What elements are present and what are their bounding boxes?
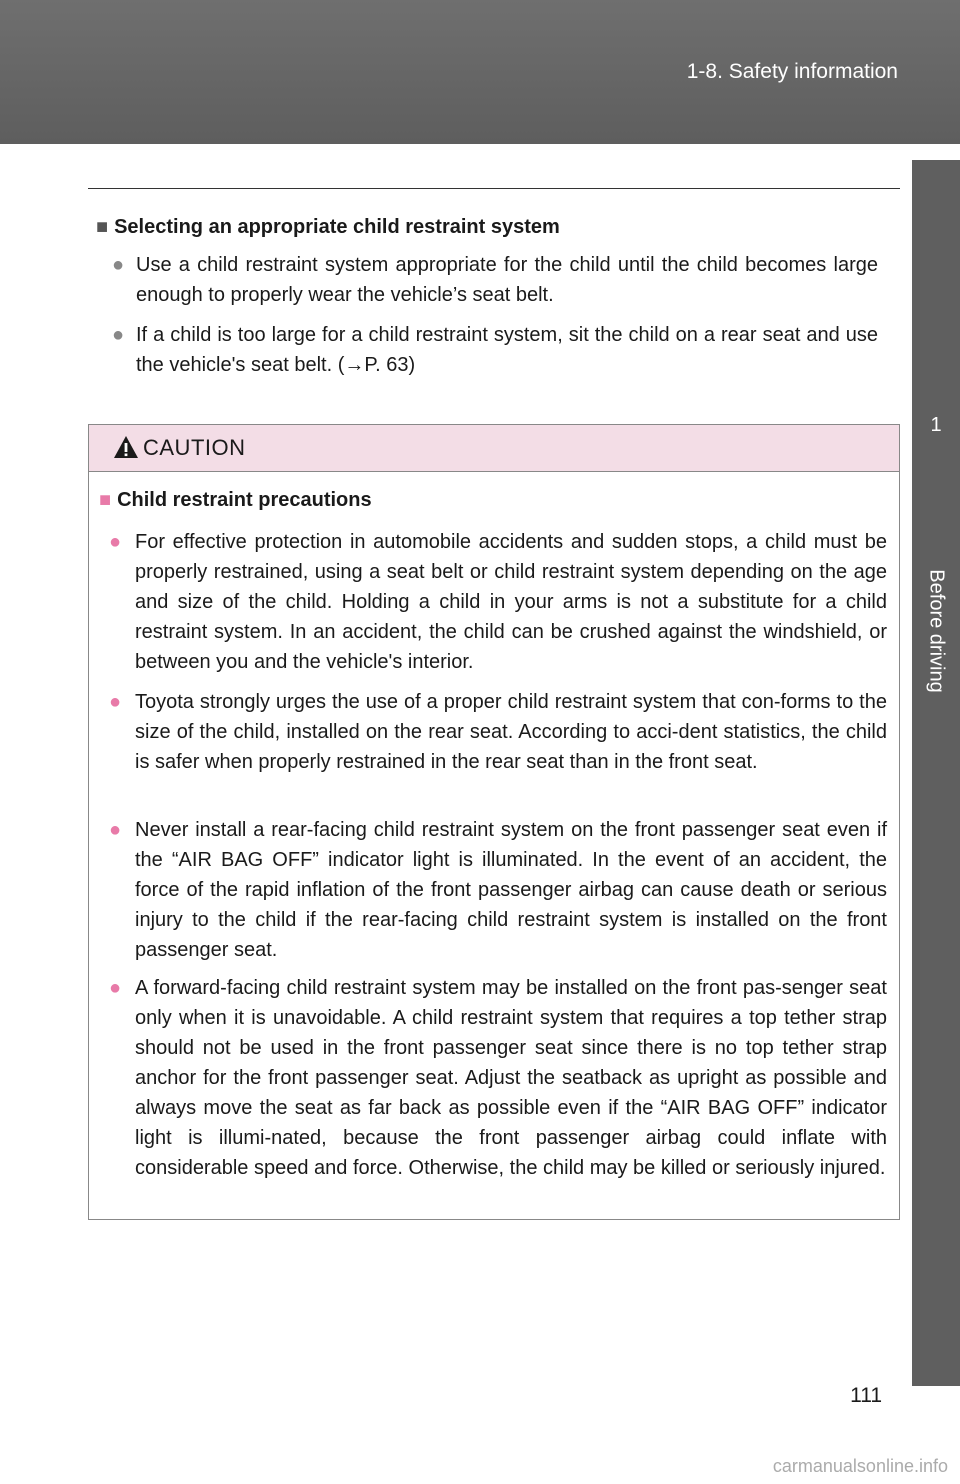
bullet-icon: ● [112, 254, 125, 276]
chapter-number: 1 [930, 414, 942, 436]
section-heading [96, 216, 560, 239]
list-item-text: Use a child restraint system appropriate for the child until the child becomes large enough to properly wear the vehicle’s seat belt. [136, 254, 878, 306]
bullet-icon: ● [109, 691, 122, 713]
header-band [0, 0, 960, 144]
chapter-side-tab [912, 160, 960, 1386]
caution-header [89, 425, 899, 472]
caution-box [88, 424, 900, 1220]
chapter-label-wrap [912, 556, 960, 706]
caution-list-item [109, 815, 887, 965]
section-title: 1-8. Safety information [686, 60, 898, 83]
bullet-icon: ● [112, 324, 125, 346]
caution-heading-text: Child restraint precautions [117, 489, 372, 511]
bullet-icon: ● [109, 977, 122, 999]
list-item-text: If a child is too large for a child restraint system, sit the child on a rear seat and use the vehicle's seat belt. (→P. 63) [136, 324, 878, 376]
caution-item-text: Toyota strongly urges the use of a proper child restraint system that con-forms to the size of the child, installed on the rear seat. According to acci-dent statistics, the child is safer when properly restrained in the rear seat than in the front seat. [135, 691, 887, 773]
caution-item-text: Never install a rear-facing child restraint system on the front passenger seat even if the “AIR BAG OFF” indicator light is illuminated. In the event of an accident, the force of the rapid inflation of the front passenger airbag can cause death or serious injury to the child if the rear-facing child restraint system is installed on the front passenger seat. [135, 819, 887, 961]
warning-triangle-icon [113, 435, 139, 459]
caution-list-item [109, 527, 887, 677]
caution-title: CAUTION [143, 435, 246, 460]
list-item [112, 320, 878, 380]
caution-list-item [109, 973, 887, 1183]
bullet-icon: ● [109, 531, 122, 553]
heading-marker-icon: ■ [99, 489, 112, 511]
heading-marker-icon: ■ [96, 216, 109, 238]
bullet-icon: ● [109, 819, 122, 841]
divider [88, 188, 900, 189]
section-heading-text: Selecting an appropriate child restraint system [114, 216, 560, 238]
caution-heading [99, 489, 372, 512]
watermark: carmanualsonline.info [772, 1456, 948, 1476]
chapter-label: Before driving [925, 569, 948, 693]
caution-item-text: For effective protection in automobile accidents and sudden stops, a child must be properly restrained, using a seat belt or child restraint system depending on the age and size of the child. Holding a child in your arms is not a substitute for a child restraint system. In an accident, the child can be crushed against the windshield, or between you and the vehicle's interior. [135, 531, 887, 673]
page-number: 111 [850, 1384, 882, 1407]
caution-list-item [109, 687, 887, 777]
caution-item-text: A forward-facing child restraint system may be installed on the front pas-senger seat only when it is unavoidable. A child restraint system that requires a top tether strap should not be used in the front passenger seat since there is no top tether strap anchor for the front passenger seat. Adjust the seatback as upright as possible and always move the seat as far back as possible even if the “AIR BAG OFF” indicator light is illumi-nated, because the front passenger airbag could inflate with considerable speed and force. Otherwise, the child may be killed or seriously injured. [135, 977, 887, 1179]
list-item [112, 250, 878, 310]
